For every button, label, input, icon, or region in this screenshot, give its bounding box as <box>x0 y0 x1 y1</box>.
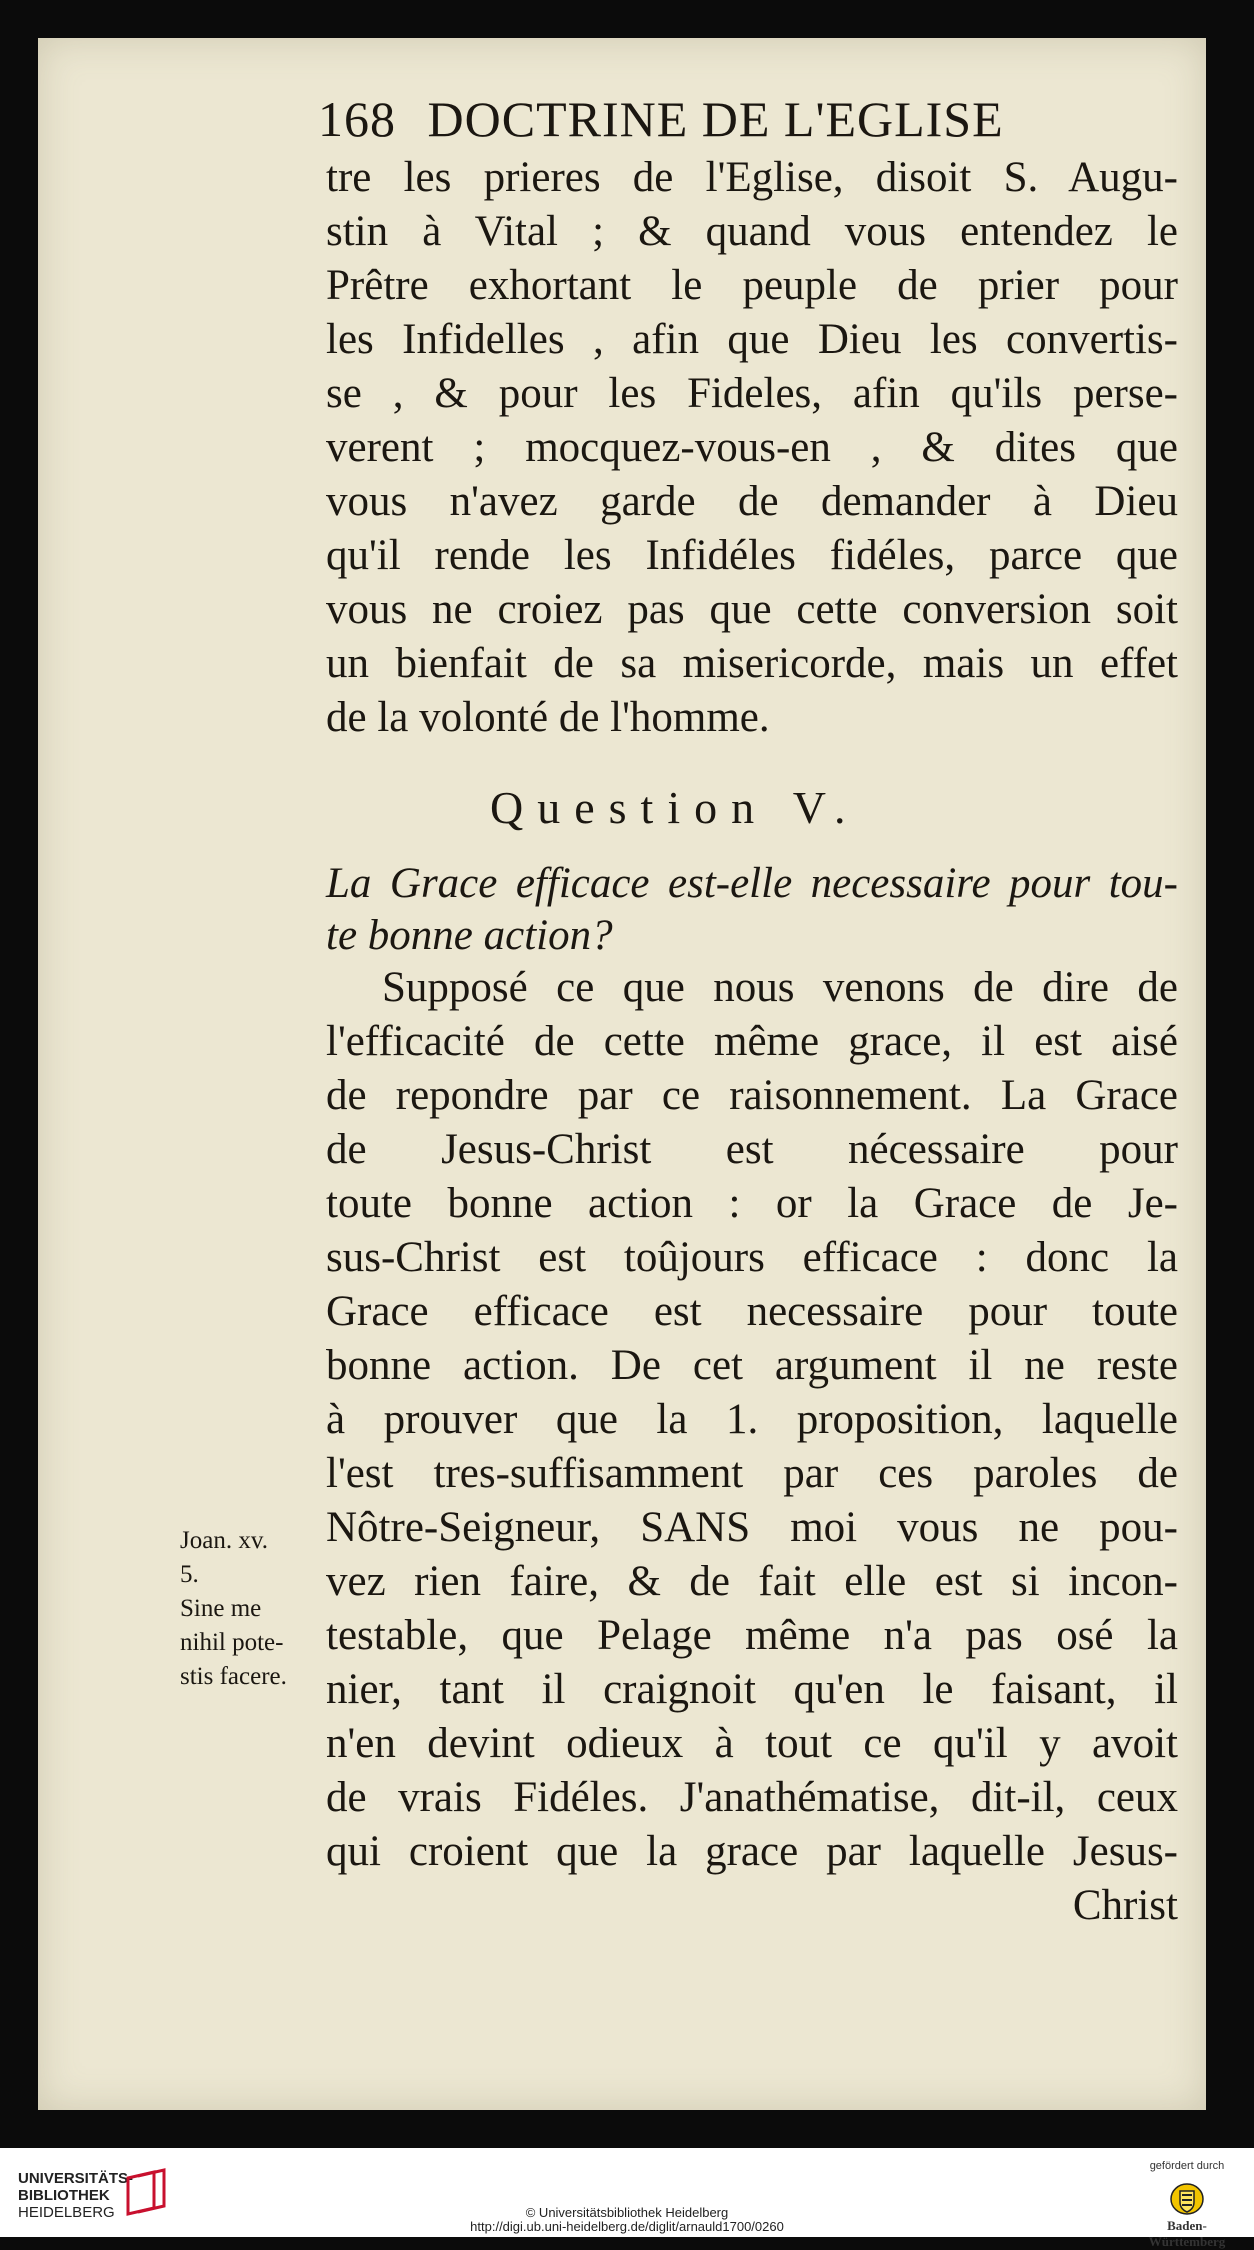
text-line: de repondre par ce raisonnement. La Grace <box>326 1072 1178 1119</box>
text-line: Grace efficace est necessaire pour toute <box>326 1288 1178 1335</box>
text-line: Prêtre exhortant le peuple de prier pour <box>326 262 1178 309</box>
text-line: les Infidelles , afin que Dieu les convertis- <box>326 316 1178 363</box>
viewer-footer <box>0 2148 1254 2249</box>
margin-note-line: Joan. xv. <box>180 1527 268 1554</box>
text-line: vous n'avez garde de demander à Dieu <box>326 478 1178 525</box>
text-line: vous ne croiez pas que cette conversion soit <box>326 586 1178 633</box>
text-line: à prouver que la 1. proposition, laquelle <box>326 1396 1178 1443</box>
margin-note-line: stis facere. <box>180 1663 287 1690</box>
text-line: se , & pour les Fideles, afin qu'ils perse- <box>326 370 1178 417</box>
copyright-text: © Universitätsbibliothek Heidelberg <box>525 2205 729 2220</box>
text-line: toute bonne action : or la Grace de Je- <box>326 1180 1178 1227</box>
margin-note-line: Sine me <box>180 1595 262 1622</box>
coat-of-arms-icon <box>1169 2182 1205 2216</box>
margin-note-line: nihil pote- <box>180 1629 284 1656</box>
text-line: bonne action. De cet argument il ne reste <box>326 1342 1178 1389</box>
text-line: tre les prieres de l'Eglise, disoit S. Augu- <box>326 154 1178 201</box>
text-line: de vrais Fidéles. J'anathématise, dit-il, ceux <box>326 1774 1178 1821</box>
margin-note-line: 5. <box>180 1561 199 1588</box>
text-line: nier, tant il craignoit qu'en le faisant, il <box>326 1666 1178 1713</box>
text-line: vez rien faire, & de fait elle est si incon- <box>326 1558 1178 1605</box>
question-heading: Question V. <box>490 782 860 833</box>
funder-name: Baden-Württemberg <box>1148 2218 1226 2249</box>
margin-note <box>180 1524 330 1694</box>
running-header <box>318 90 1178 150</box>
text-line: Supposé ce que nous venons de dire de <box>382 964 1178 1011</box>
text-line: sus-Christ est toûjours efficace : donc la <box>326 1234 1178 1281</box>
library-city: HEIDELBERG <box>18 2204 115 2221</box>
question-title-line: La Grace efficace est-elle necessaire pour tou- <box>326 860 1178 907</box>
text-line: l'est tres-suffisamment par ces paroles de <box>326 1450 1178 1497</box>
permalink[interactable]: http://digi.ub.uni-heidelberg.de/diglit/arnauld1700/0260 <box>470 2219 784 2234</box>
library-name-line: UNIVERSITÄTS- <box>18 2170 134 2187</box>
text-line: n'en devint odieux à tout ce qu'il y avoit <box>326 1720 1178 1767</box>
library-name-line: BIBLIOTHEK <box>18 2187 110 2204</box>
text-line: de Jesus-Christ est nécessaire pour <box>326 1126 1178 1173</box>
text-line: de la volonté de l'homme. <box>326 694 770 741</box>
copyright-block <box>0 2206 1254 2234</box>
text-line: un bienfait de sa misericorde, mais un effet <box>326 640 1178 687</box>
text-line: qui croient que la grace par laquelle Jesus- <box>326 1828 1178 1875</box>
text-line: verent ; mocquez-vous-en , & dites que <box>326 424 1178 471</box>
question-title-line: te bonne action? <box>326 912 613 959</box>
catchword: Christ <box>1072 1882 1178 1929</box>
page-number: 168 <box>318 91 396 147</box>
text-line: l'efficacité de cette même grace, il est aisé <box>326 1018 1178 1065</box>
text-line: stin à Vital ; & quand vous entendez le <box>326 208 1178 255</box>
text-line: qu'il rende les Infidéles fidéles, parce que <box>326 532 1178 579</box>
text-line: Nôtre-Seigneur, SANS moi vous ne pou- <box>326 1504 1178 1551</box>
funded-by-label: gefördert durch <box>1149 2160 1225 2172</box>
running-title: DOCTRINE DE L'EGLISE <box>427 91 1004 147</box>
text-line: testable, que Pelage même n'a pas osé la <box>326 1612 1178 1659</box>
